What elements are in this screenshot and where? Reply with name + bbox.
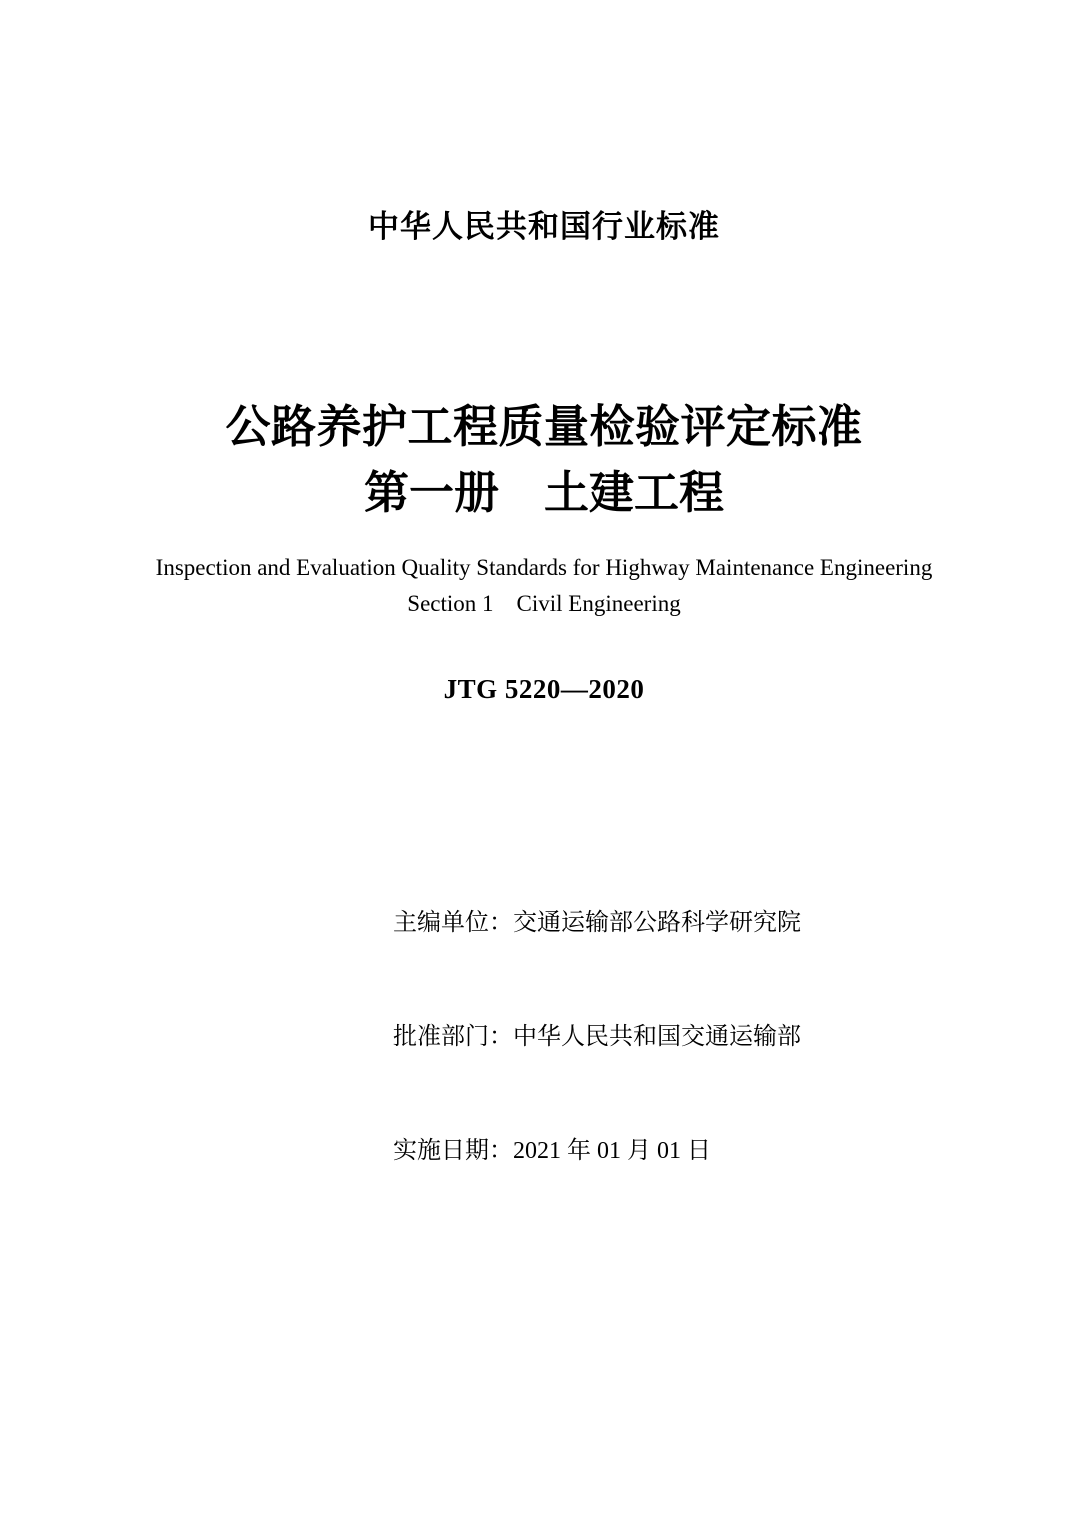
publication-info [357,866,801,1208]
standard-code: JTG 5220—2020 [443,674,645,704]
info-value: 中华人民共和国交通运输部 [513,1024,801,1050]
info-row-implementation-date [357,1094,801,1208]
info-label: 主编单位： [393,910,513,936]
document-title-cn: 公路养护工程质量检验评定标准 [225,401,863,452]
info-label: 批准部门： [393,1024,513,1050]
national-standard-label: 中华人民共和国行业标准 [368,209,720,244]
document-subtitle-cn: 第一册 土建工程 [363,467,724,518]
info-label: 实施日期： [393,1138,513,1164]
info-row-chief-editor [357,866,801,980]
info-value: 2021 年 01 月 01 日 [513,1138,711,1164]
info-row-approval-department [357,980,801,1094]
info-value: 交通运输部公路科学研究院 [513,910,801,936]
document-subtitle-en: Section 1 Civil Engineering [407,591,681,616]
document-title-en: Inspection and Evaluation Quality Standards for Highway Maintenance Engineering [155,555,933,580]
